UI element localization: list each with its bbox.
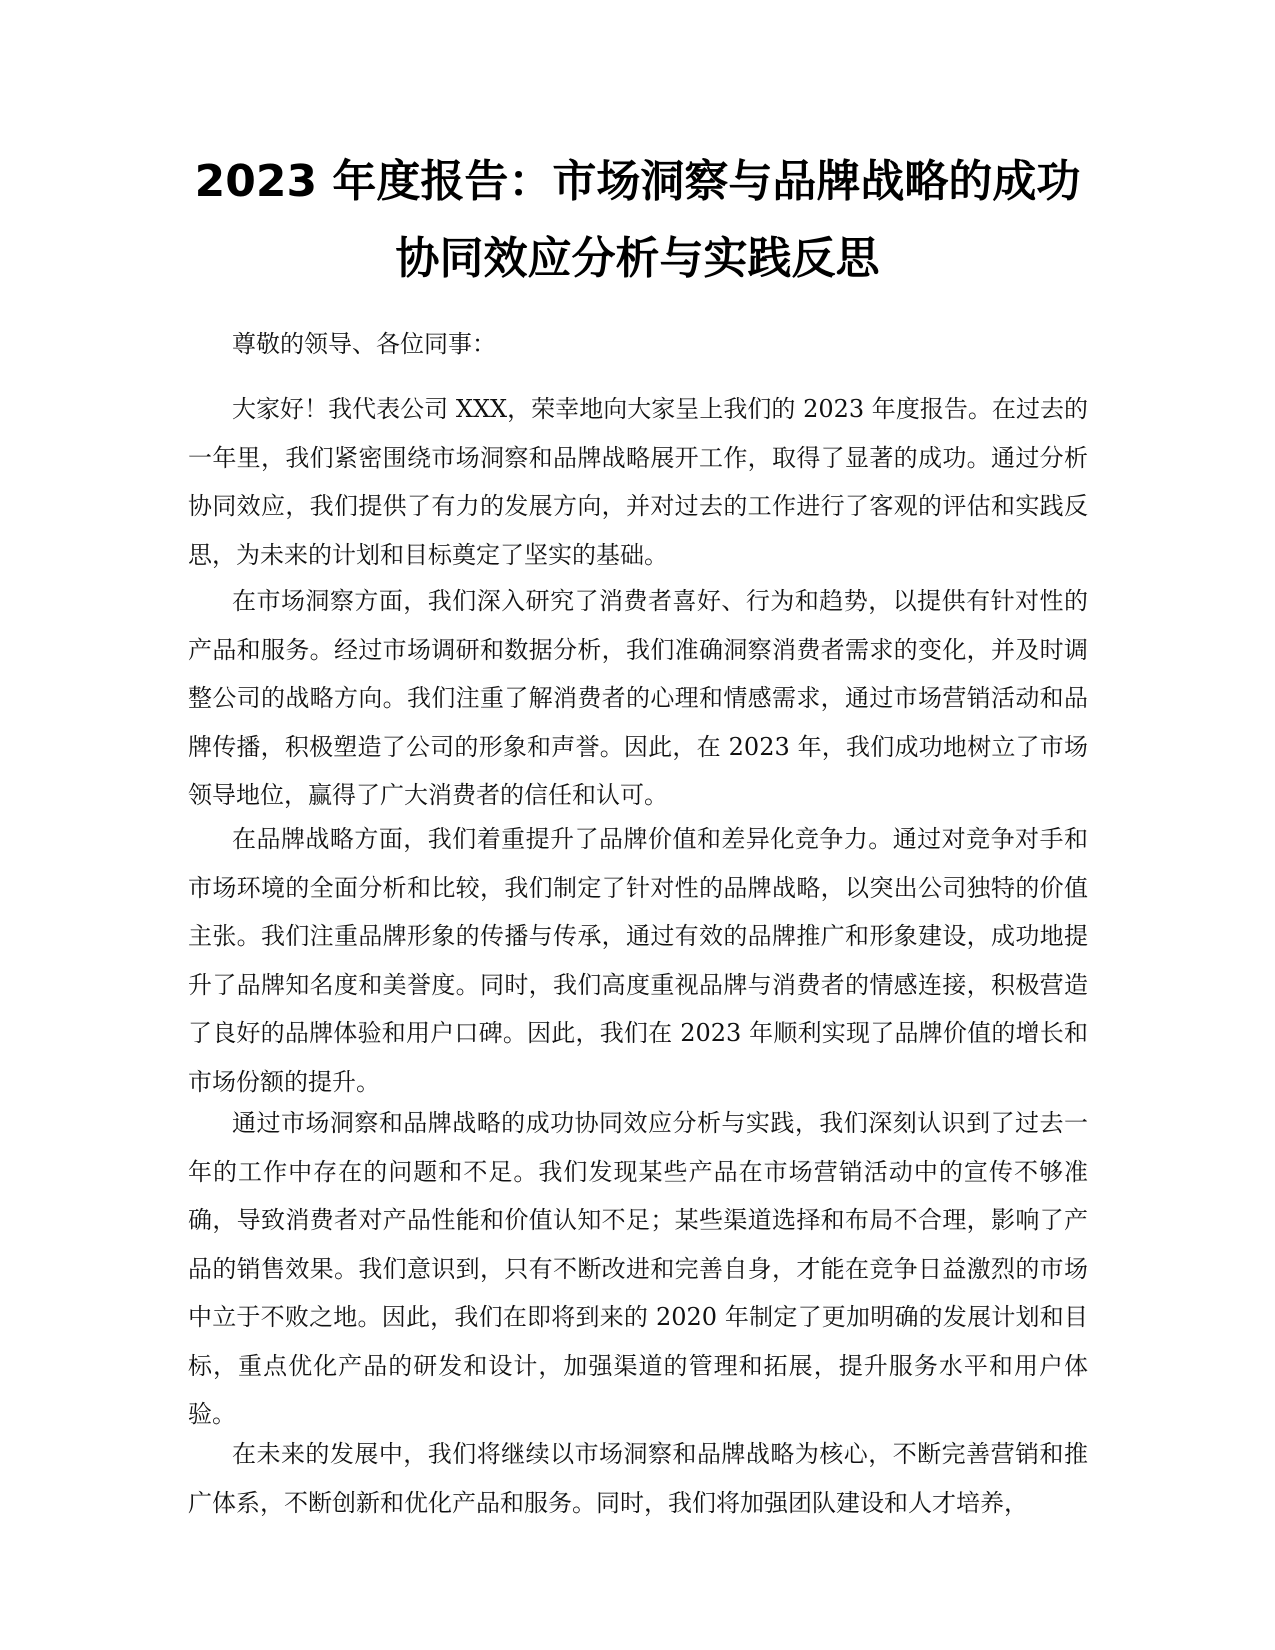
paragraph-5: 在未来的发展中，我们将继续以市场洞察和品牌战略为核心，不断完善营销和推广体系，不断创新和优化产品和服务。同时，我们将加强团队建设和人才培养，	[188, 1440, 1088, 1517]
paragraph-3: 在品牌战略方面，我们着重提升了品牌价值和差异化竞争力。通过对竞争对手和市场环境的全面分析和比较，我们制定了针对性的品牌战略，以突出公司独特的价值主张。我们注重品牌形象的传播与传承，通过有效的品牌推广和形象建设，成功地提升了品牌知名度和美誉度。同时，我们高度重视品牌与消费者的情感连接，积极营造了良好的品牌体验和用户口碑。因此，我们在 2023 年顺利实现了品牌价值的增长和市场份额的提升。	[188, 825, 1088, 1096]
paragraph-4: 通过市场洞察和品牌战略的成功协同效应分析与实践，我们深刻认识到了过去一年的工作中存在的问题和不足。我们发现某些产品在市场营销活动中的宣传不够准确，导致消费者对产品性能和价值认知不足；某些渠道选择和布局不合理，影响了产品的销售效果。我们意识到，只有不断改进和完善自身，才能在竞争日益激烈的市场中立于不败之地。因此，我们在即将到来的 2020 年制定了更加明确的发展计划和目标，重点优化产品的研发和设计，加强渠道的管理和拓展，提升服务水平和用户体验。	[188, 1109, 1088, 1428]
salutation: 尊敬的领导、各位同事：	[232, 330, 496, 358]
paragraph-2: 在市场洞察方面，我们深入研究了消费者喜好、行为和趋势，以提供有针对性的产品和服务。经过市场调研和数据分析，我们准确洞察消费者需求的变化，并及时调整公司的战略方向。我们注重了解消费者的心理和情感需求，通过市场营销活动和品牌传播，积极塑造了公司的形象和声誉。因此，在 2023 年，我们成功地树立了市场领导地位，赢得了广大消费者的信任和认可。	[188, 587, 1088, 809]
paragraph-1: 大家好！我代表公司 XXX，荣幸地向大家呈上我们的 2023 年度报告。在过去的一年里，我们紧密围绕市场洞察和品牌战略展开工作，取得了显著的成功。通过分析协同效应，我们提供了有力的发展方向，并对过去的工作进行了客观的评估和实践反思，为未来的计划和目标奠定了坚实的基础。	[188, 395, 1088, 569]
document-title-line-1: 2023 年度报告：市场洞察与品牌战略的成功	[194, 156, 1081, 207]
document-title-line-2: 协同效应分析与实践反思	[395, 233, 880, 284]
